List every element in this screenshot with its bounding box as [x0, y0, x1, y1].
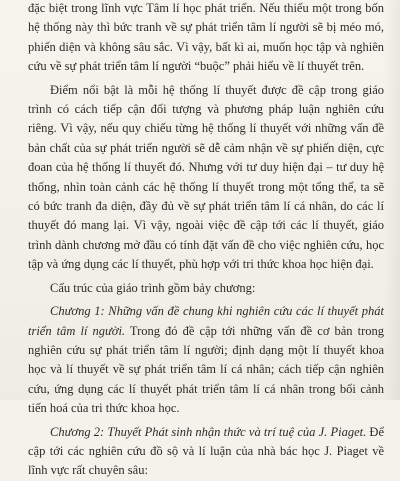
paragraph-text: đặc biệt trong lĩnh vực Tâm lí học phát triển. Nếu thiếu một trong bốn hệ thống này thì bức tranh về sự phát triển tâm lí người sẽ bị méo mó, phiến diện và không sâu sắc. Vì vậy, bất kì ai, muốn học tập và nghiên cứu về sự phát triển tâm lí người “buộc” phải hiểu về lí thuyết trên. [28, 1, 384, 74]
body-text [28, 0, 384, 481]
paragraph-intro-continuation [28, 0, 384, 77]
paragraph-highlight [28, 81, 384, 275]
paragraph-chapter-2 [28, 423, 384, 481]
chapter-1-title: Chương 1: Những vấn đề chung khi nghiên cứu các lí thuyết phát triển tâm lí người. [28, 304, 384, 338]
paragraph-text: Điểm nổi bật là mỗi hệ thống lí thuyết được đề cập trong giáo trình có cách tiếp cận đối tượng và phương pháp luận nghiên cứu riêng. Vì vậy, nếu quy chiếu từng hệ thống lí thuyết với những vấn đề bản chất của sự phát triển người sẽ dễ cảm nhận về sự phiến diện, cực đoan của hệ thống lí thuyết đó. Nhưng với tư duy hiện đại – tư duy hệ thống, nhìn toàn cảnh các hệ thống lí thuyết trong một tổng thể, ta sẽ có bức tranh đa diện, đầy đủ về sự phát triển tâm lí cá nhân, do các lí thuyết đó mang lại. Vì vậy, ngoài việc đề cập tới các lí thuyết, giáo trình dành chương mở đầu có tính đặt vấn đề cho việc nghiên cứu, học tập và ứng dụng các lí thuyết, phù hợp với tri thức khoa học hiện đại. [28, 82, 384, 272]
paragraph-structure-intro [28, 279, 384, 298]
chapter-2-description: Để cập tới các nghiên cứu đồ sộ và lí luận của nhà bác học J. Piaget về lĩnh vực rất chuyên sâu: [28, 424, 385, 478]
chapter-1-description: Trong đó đề cập tới những vấn đề cơ bản trong nghiên cứu sự phát triển tâm lí người; định dạng một lí thuyết khoa học và lí thuyết về sự phát triển tâm lí cá nhân; cách tiếp cận nghiên cứu, ứng dụng các lí thuyết phát triển tâm lí cá nhân trong bối cảnh tiến hoá của tri thức khoa học. [28, 323, 384, 416]
chapter-2-title: Chương 2: Thuyết Phát sinh nhận thức và trí tuệ của J. Piaget. [50, 424, 367, 439]
page-edge-shadow [384, 0, 400, 400]
paragraph-chapter-1 [28, 302, 384, 418]
paragraph-text: Cấu trúc của giáo trình gồm bảy chương: [50, 280, 256, 295]
